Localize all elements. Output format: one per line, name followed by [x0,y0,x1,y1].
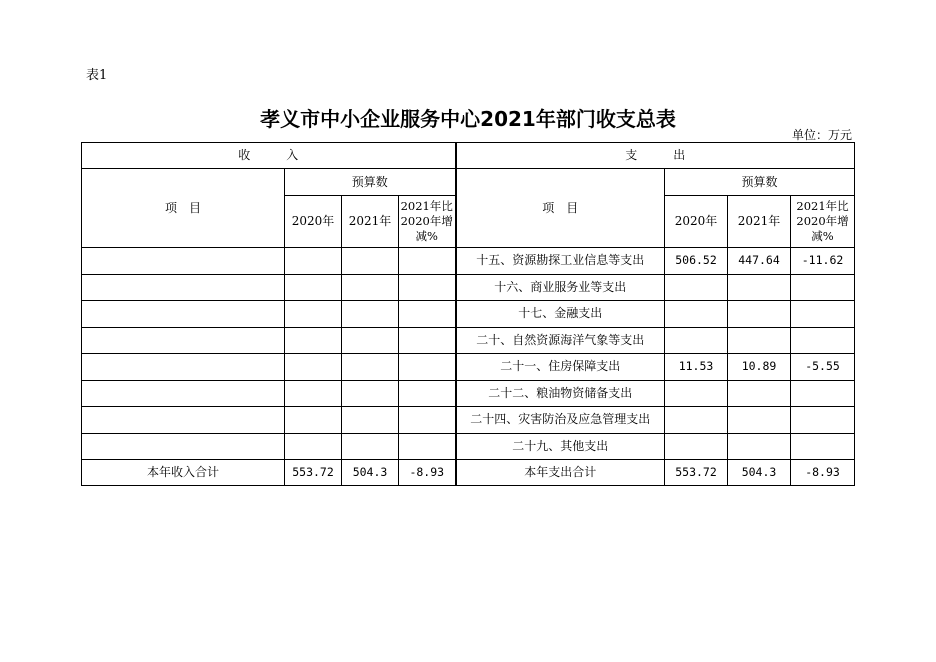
expense-item-cell: 十六、商业服务业等支出 [456,274,665,301]
expense-2020-cell [665,327,728,354]
expense-item-cell: 二十四、灾害防治及应急管理支出 [456,407,665,434]
expense-2020-cell [665,407,728,434]
totals-row [82,460,855,486]
expense-item-cell: 十七、金融支出 [456,301,665,328]
income-item-cell [82,433,285,460]
income-change-cell [399,433,456,460]
table-row [82,380,855,407]
income-2020-cell [285,380,342,407]
income-2020-cell [285,248,342,275]
expense-change-cell: -5.55 [791,354,855,381]
income-item-header: 项 目 [82,169,285,248]
expense-item-cell: 二十九、其他支出 [456,433,665,460]
expense-2021-header: 2021年 [728,196,791,248]
income-item-cell [82,248,285,275]
expense-change-header: 2021年比2020年增减% [791,196,855,248]
expense-item-cell: 二十、自然资源海洋气象等支出 [456,327,665,354]
income-2021-cell [342,274,399,301]
expense-total-2021: 504.3 [728,460,791,486]
income-2020-cell [285,354,342,381]
income-total-label: 本年收入合计 [82,460,285,486]
expense-total-2020: 553.72 [665,460,728,486]
income-change-cell [399,327,456,354]
expense-change-cell [791,433,855,460]
income-total-change: -8.93 [399,460,456,486]
income-change-header: 2021年比2020年增减% [399,196,456,248]
income-section-header: 收 入 [82,143,456,169]
expense-2020-header: 2020年 [665,196,728,248]
expense-change-cell [791,301,855,328]
income-2021-cell [342,433,399,460]
income-2021-header: 2021年 [342,196,399,248]
income-2020-cell [285,274,342,301]
income-2021-cell [342,354,399,381]
income-2021-cell [342,301,399,328]
income-2020-cell [285,407,342,434]
expense-2021-cell [728,407,791,434]
table-row [82,433,855,460]
table-row [82,248,855,275]
income-2020-cell [285,433,342,460]
table-row [82,407,855,434]
income-2021-cell [342,327,399,354]
expense-2020-cell: 11.53 [665,354,728,381]
table-row [82,301,855,328]
expense-total-label: 本年支出合计 [456,460,665,486]
expense-change-cell [791,327,855,354]
expense-2021-cell: 447.64 [728,248,791,275]
budget-table [81,142,855,486]
expense-2020-cell [665,274,728,301]
expense-2020-cell: 506.52 [665,248,728,275]
expense-2021-cell [728,301,791,328]
income-2021-cell [342,380,399,407]
income-2021-cell [342,407,399,434]
income-change-cell [399,248,456,275]
expense-item-cell: 二十二、粮油物资储备支出 [456,380,665,407]
expense-2020-cell [665,433,728,460]
income-2020-header: 2020年 [285,196,342,248]
income-2021-cell [342,248,399,275]
expense-change-cell [791,274,855,301]
expense-total-change: -8.93 [791,460,855,486]
income-change-cell [399,380,456,407]
income-change-cell [399,407,456,434]
table-row [82,274,855,301]
expense-budget-header: 预算数 [665,169,855,196]
expense-item-cell: 二十一、住房保障支出 [456,354,665,381]
expense-change-cell [791,407,855,434]
income-budget-header: 预算数 [285,169,456,196]
expense-2021-cell [728,327,791,354]
table-id: 表1 [86,68,108,83]
income-total-2020: 553.72 [285,460,342,486]
expense-2020-cell [665,301,728,328]
income-item-cell [82,380,285,407]
table-row [82,327,855,354]
expense-item-header: 项 目 [456,169,665,248]
income-2020-cell [285,301,342,328]
income-item-cell [82,327,285,354]
expense-2021-cell [728,380,791,407]
income-item-cell [82,301,285,328]
document-title: 孝义市中小企业服务中心2021年部门收支总表 [260,107,676,131]
income-total-2021: 504.3 [342,460,399,486]
income-2020-cell [285,327,342,354]
income-item-cell [82,354,285,381]
expense-2021-cell: 10.89 [728,354,791,381]
expense-item-cell: 十五、资源勘探工业信息等支出 [456,248,665,275]
income-change-cell [399,301,456,328]
expense-change-cell: -11.62 [791,248,855,275]
expense-2021-cell [728,274,791,301]
income-change-cell [399,354,456,381]
expense-2020-cell [665,380,728,407]
expense-section-header: 支 出 [456,143,855,169]
income-item-cell [82,407,285,434]
income-item-cell [82,274,285,301]
table-row [82,354,855,381]
income-change-cell [399,274,456,301]
expense-change-cell [791,380,855,407]
unit-label: 单位：万元 [791,128,852,142]
expense-2021-cell [728,433,791,460]
